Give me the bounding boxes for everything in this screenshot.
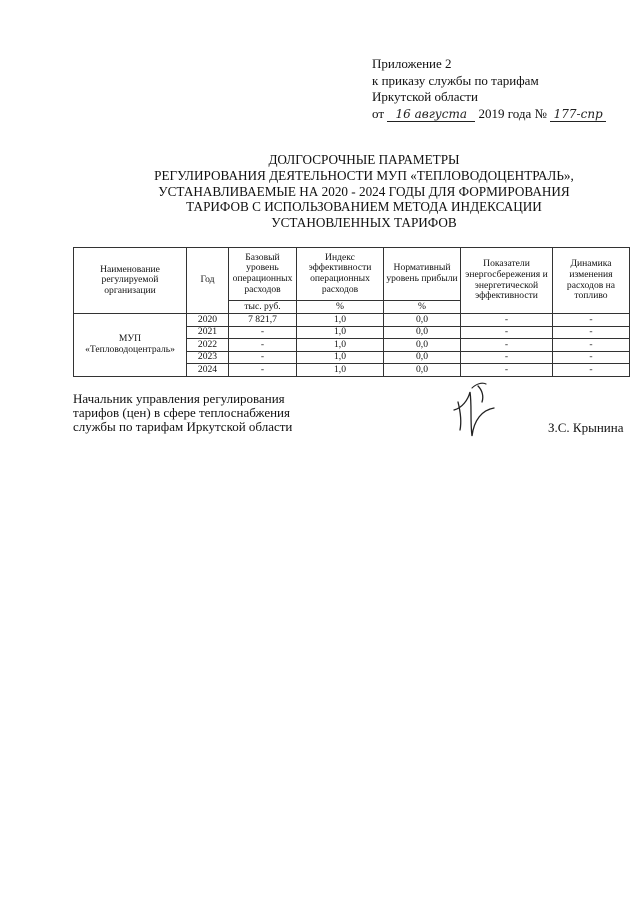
signatory-line-2: тарифов (цен) в сфере теплоснабжения: [73, 404, 290, 420]
handwritten-signature-icon: [448, 380, 500, 444]
appendix-line-1: Приложение 2: [372, 56, 452, 71]
cell-profit: 0,0: [384, 314, 461, 327]
appendix-line-4: [372, 106, 634, 123]
cell-base: -: [229, 339, 297, 352]
cell-year: 2024: [187, 364, 229, 377]
signatory-position: [73, 392, 373, 433]
cell-fuel: -: [553, 314, 630, 327]
title-line-4: ТАРИФОВ С ИСПОЛЬЗОВАНИЕМ МЕТОДА ИНДЕКСАЦИИ: [186, 199, 542, 215]
cell-profit: 0,0: [384, 326, 461, 339]
cell-fuel: -: [553, 351, 630, 364]
header-index: Индекс эффективности операционных расходов: [297, 248, 384, 301]
cell-fuel: -: [553, 364, 630, 377]
unit-profit: %: [384, 301, 461, 314]
cell-year: 2021: [187, 326, 229, 339]
header-profit: Нормативный уровень прибыли: [384, 248, 461, 301]
cell-energy: -: [461, 314, 553, 327]
cell-profit: 0,0: [384, 364, 461, 377]
cell-profit: 0,0: [384, 339, 461, 352]
organization-cell: МУП «Тепловодоцентраль»: [74, 314, 187, 377]
appendix-line-3: Иркутской области: [372, 89, 478, 104]
cell-base: -: [229, 326, 297, 339]
appendix-year-text: 2019 года №: [478, 105, 547, 121]
parameters-table: [73, 247, 630, 377]
title-line-3: УСТАНАВЛИВАЕМЫЕ НА 2020 - 2024 ГОДЫ ДЛЯ ФОРМИРОВАНИЯ: [158, 183, 570, 199]
unit-index: %: [297, 301, 384, 314]
title-line-2: РЕГУЛИРОВАНИЯ ДЕЯТЕЛЬНОСТИ МУП «ТЕПЛОВОДОЦЕНТРАЛЬ»,: [154, 167, 574, 183]
cell-index: 1,0: [297, 364, 384, 377]
cell-index: 1,0: [297, 326, 384, 339]
appendix-block: [372, 56, 634, 122]
cell-index: 1,0: [297, 339, 384, 352]
cell-fuel: -: [553, 339, 630, 352]
cell-fuel: -: [553, 326, 630, 339]
appendix-prefix: от: [372, 105, 385, 121]
table-row: [74, 314, 630, 327]
unit-base: тыс. руб.: [229, 301, 297, 314]
signatory-line-1: Начальник управления регулирования: [73, 391, 285, 406]
title-line-5: УСТАНОВЛЕННЫХ ТАРИФОВ: [271, 215, 457, 231]
cell-index: 1,0: [297, 351, 384, 364]
handwritten-date: 16 августа: [387, 107, 475, 122]
signatory-name: З.С. Крынина: [548, 420, 624, 435]
cell-base: -: [229, 351, 297, 364]
table-header-row: [74, 248, 630, 301]
cell-base: 7 821,7: [229, 314, 297, 327]
cell-year: 2022: [187, 339, 229, 352]
document-title: [110, 152, 618, 231]
cell-energy: -: [461, 326, 553, 339]
cell-year: 2020: [187, 314, 229, 327]
handwritten-order-number: 177-спр: [550, 107, 606, 122]
signatory-line-3: службы по тарифам Иркутской области: [73, 418, 293, 434]
header-org: Наименование регулируемой организации: [74, 248, 187, 314]
cell-year: 2023: [187, 351, 229, 364]
cell-profit: 0,0: [384, 351, 461, 364]
cell-energy: -: [461, 339, 553, 352]
cell-base: -: [229, 364, 297, 377]
cell-index: 1,0: [297, 314, 384, 327]
header-year: Год: [187, 248, 229, 314]
cell-energy: -: [461, 351, 553, 364]
header-base: Базовый уровень операционных расходов: [229, 248, 297, 301]
header-energy: Показатели энергосбережения и энергетической эффективности: [461, 248, 553, 314]
header-fuel: Динамика изменения расходов на топливо: [553, 248, 630, 314]
title-line-1: ДОЛГОСРОЧНЫЕ ПАРАМЕТРЫ: [268, 152, 460, 167]
cell-energy: -: [461, 364, 553, 377]
appendix-line-2: к приказу службы по тарифам: [372, 72, 539, 88]
